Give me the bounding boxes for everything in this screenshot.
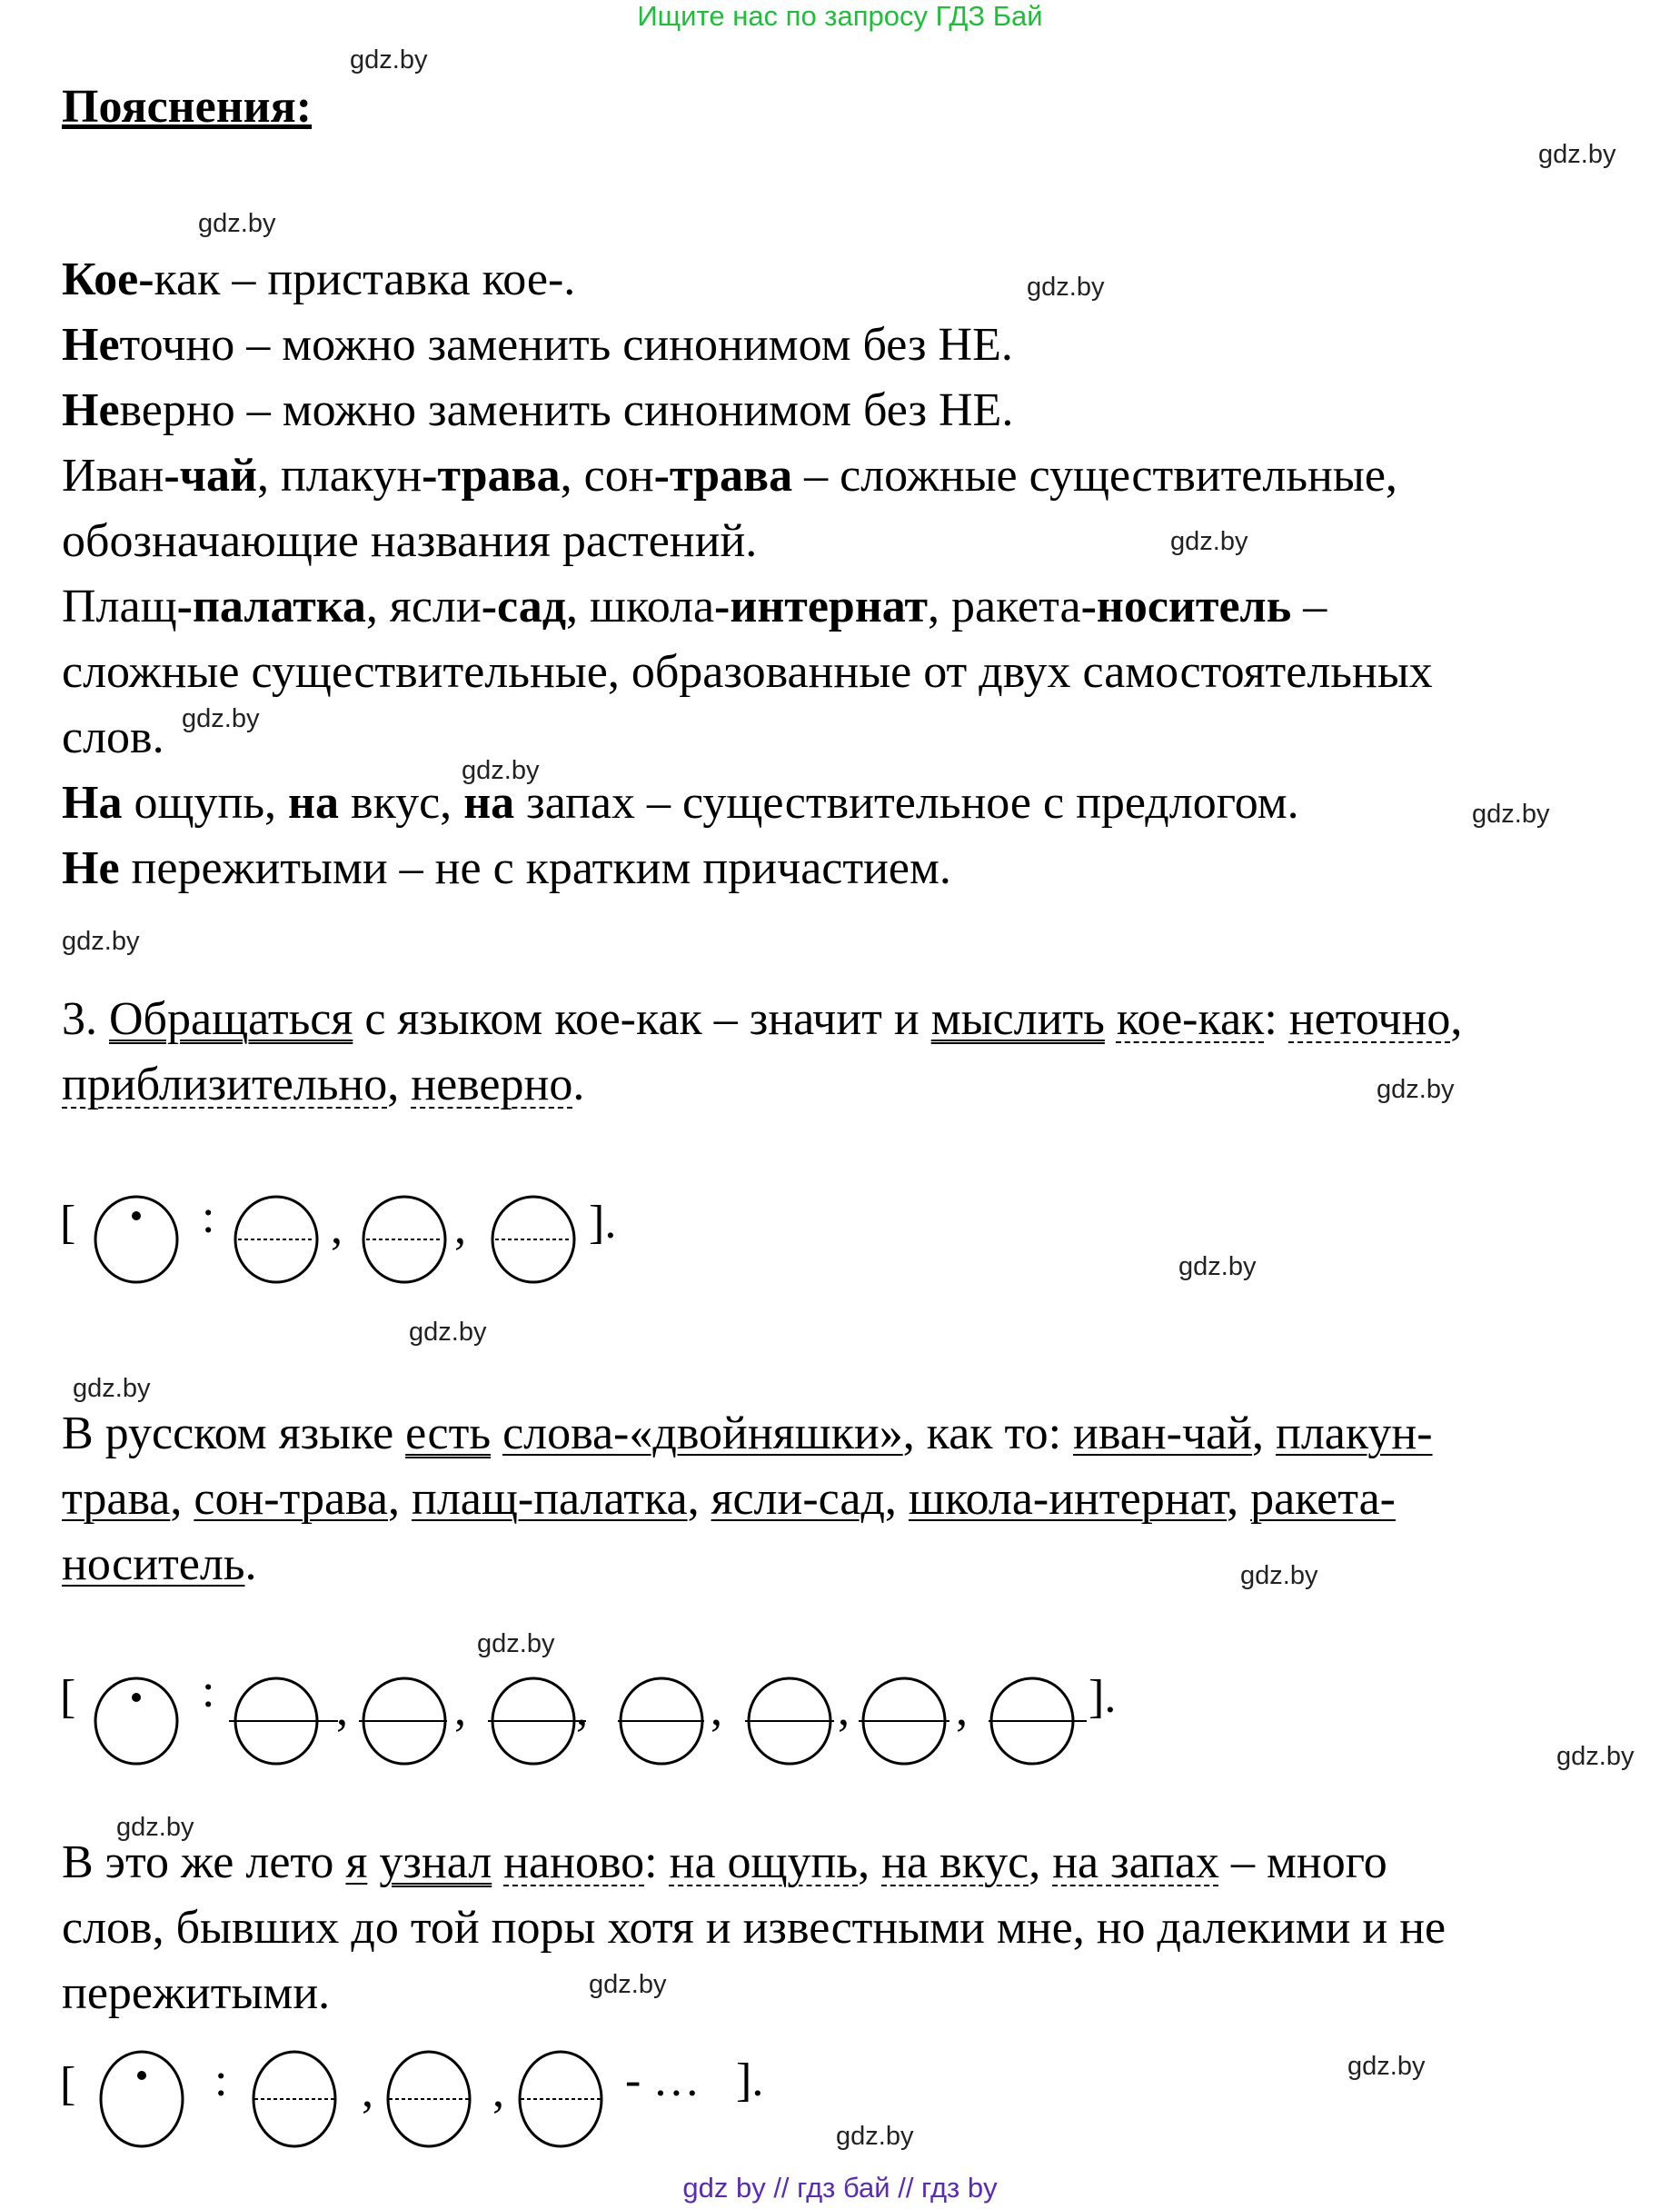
- scheme-bracket-open: [: [60, 1671, 76, 1723]
- explanation-line: Кое-как – приставка кое-.: [62, 254, 576, 305]
- svg-text:,: ,: [956, 1684, 968, 1736]
- scheme-homogeneous-clause: [235, 1678, 317, 1764]
- svg-text:,: ,: [838, 1684, 850, 1736]
- page-title: Пояснения:: [62, 81, 313, 133]
- watermark: gdz.by: [1556, 1742, 1635, 1771]
- watermark: gdz.by: [462, 756, 540, 785]
- explanation-line: Неверно – можно заменить синонимом без НЕ.: [62, 384, 1014, 436]
- scheme-homogeneous-clause: [492, 1197, 574, 1282]
- watermark: gdz.by: [589, 1970, 667, 1999]
- explanation-line: На ощупь, на вкус, на запах – существительное с предлогом.: [62, 777, 1299, 829]
- scheme-bracket-close: ].: [1089, 1671, 1117, 1723]
- scheme-homogeneous-clause: [363, 1678, 445, 1764]
- svg-text:,: ,: [492, 2065, 504, 2117]
- sentence-2-line-3: носитель.: [62, 1538, 257, 1590]
- scheme-main-clause: [95, 1678, 177, 1764]
- scheme-homogeneous-clause: [621, 1678, 702, 1764]
- sentence-3-line-1: В это же лето я узнал наново: на ощупь, на вкус, на запах – много: [62, 1836, 1387, 1888]
- top-banner: Ищите нас по запросу ГДЗ Бай: [637, 0, 1043, 32]
- explanation-line: слов.: [62, 711, 164, 763]
- watermark: gdz.by: [1178, 1252, 1257, 1281]
- svg-text::: :: [202, 1191, 215, 1243]
- watermark: gdz.by: [182, 704, 260, 733]
- scheme-dot: [137, 2071, 146, 2080]
- svg-text:- …: - …: [625, 2055, 701, 2106]
- bottom-banner: gdz by // гдз бай // гдз by: [682, 2172, 998, 2204]
- watermark: gdz.by: [1240, 1561, 1318, 1590]
- svg-text:,: ,: [336, 1684, 348, 1736]
- scheme-homogeneous-clause: [749, 1678, 830, 1764]
- sentence-1-line-2: приблизительно, неверно.: [62, 1059, 585, 1110]
- sentence-2-line-2: трава, сон-трава, плащ-палатка, ясли-сад, школа-интернат, ракета-: [62, 1473, 1396, 1525]
- svg-text:,: ,: [711, 1684, 722, 1736]
- watermark: gdz.by: [1377, 1075, 1455, 1104]
- svg-text:,: ,: [454, 1684, 466, 1736]
- watermark: gdz.by: [1027, 273, 1105, 302]
- svg-text::: :: [214, 2055, 228, 2106]
- watermark: gdz.by: [1538, 140, 1616, 169]
- svg-text:,: ,: [454, 1202, 466, 1254]
- explanation-line: сложные существительные, образованные от двух самостоятельных: [62, 646, 1433, 698]
- explanation-line: обозначающие названия растений.: [62, 515, 758, 567]
- watermark: gdz.by: [836, 2122, 914, 2151]
- svg-text::: :: [202, 1666, 215, 1717]
- scheme-dot: [132, 1693, 141, 1702]
- watermark: gdz.by: [1170, 527, 1248, 556]
- watermark: gdz.by: [477, 1629, 555, 1658]
- explanation-line: Плащ-палатка, ясли-сад, школа-интернат, ракета-носитель –: [62, 581, 1327, 632]
- watermark: gdz.by: [350, 45, 428, 75]
- watermark: gdz.by: [198, 209, 276, 238]
- explanation-line: Неточно – можно заменить синонимом без НЕ.: [62, 319, 1013, 371]
- scheme-homogeneous-clause: [520, 2052, 601, 2146]
- watermark: gdz.by: [1472, 800, 1550, 829]
- watermark: gdz.by: [73, 1374, 151, 1403]
- scheme-bracket-close: ].: [589, 1197, 617, 1249]
- scheme-bracket-open: [: [60, 1197, 76, 1249]
- scheme-bracket-open: [: [60, 2058, 76, 2110]
- scheme-homogeneous-clause: [863, 1678, 945, 1764]
- svg-text:,: ,: [576, 1684, 588, 1736]
- watermark: gdz.by: [116, 1813, 194, 1842]
- svg-text:,: ,: [331, 1202, 343, 1254]
- scheme-homogeneous-clause: [363, 1197, 445, 1282]
- scheme-main-clause: [95, 1197, 177, 1282]
- watermark: gdz.by: [1347, 2052, 1426, 2081]
- explanation-line: Не пережитыми – не с кратким причастием.: [62, 842, 951, 894]
- svg-text:,: ,: [362, 2065, 373, 2117]
- sentence-2-line-1: В русском языке есть слова-«двойняшки», как то: иван-чай, плакун-: [62, 1408, 1433, 1459]
- scheme-bracket-close: ].: [736, 2055, 764, 2106]
- scheme-homogeneous-clause: [388, 2052, 470, 2146]
- explanation-line: Иван-чай, плакун-трава, сон-трава – сложные существительные,: [62, 450, 1397, 502]
- scheme-homogeneous-clause: [235, 1197, 317, 1282]
- scheme-homogeneous-clause: [492, 1678, 574, 1764]
- sentence-3-line-2: слов, бывших до той поры хотя и известными мне, но далекими и не: [62, 1902, 1446, 1954]
- scheme-dot: [132, 1211, 141, 1220]
- sentence-3-line-3: пережитыми.: [62, 1967, 331, 2019]
- scheme-homogeneous-clause: [253, 2052, 335, 2146]
- scheme-homogeneous-clause: [991, 1678, 1073, 1764]
- watermark: gdz.by: [62, 927, 140, 956]
- watermark: gdz.by: [409, 1318, 487, 1347]
- scheme-main-clause: [101, 2052, 183, 2146]
- sentence-1-line-1: 3. Обращаться с языком кое-как – значит и мыслить кое-как: неточно,: [62, 993, 1463, 1045]
